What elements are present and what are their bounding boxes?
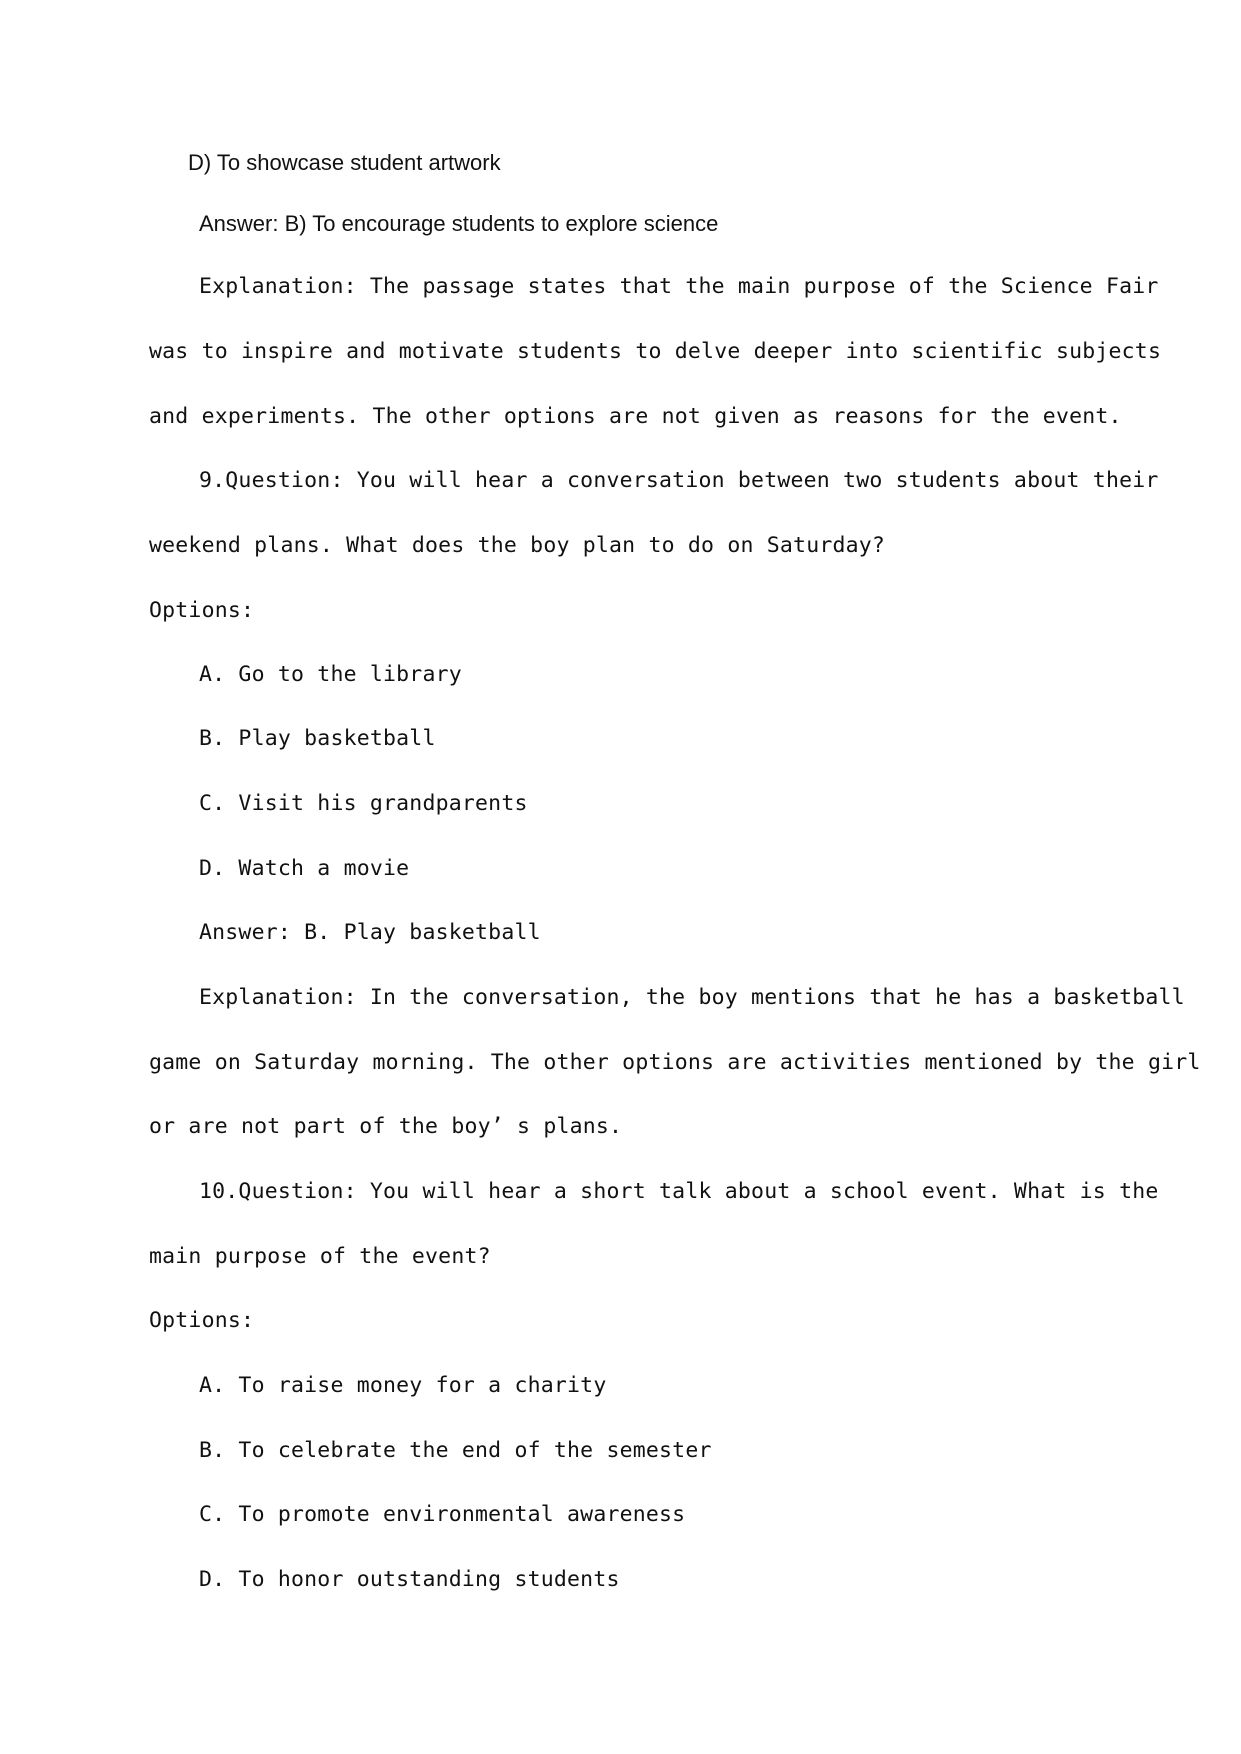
q8-option-d: D) To showcase student artwork <box>188 150 501 175</box>
q10-question-line-2: main purpose of the event? <box>149 1244 491 1269</box>
q9-question-line-2: weekend plans. What does the boy plan to do on Saturday? <box>149 533 886 558</box>
q9-option-a: A. Go to the library <box>199 662 462 687</box>
q9-option-c: C. Visit his grandparents <box>199 791 528 816</box>
q8-answer: Answer: B) To encourage students to explore science <box>199 211 719 236</box>
q9-answer: Answer: B. Play basketball <box>199 920 541 945</box>
q10-option-a: A. To raise money for a charity <box>199 1373 607 1398</box>
q9-option-d: D. Watch a movie <box>199 856 410 881</box>
q9-explanation-line-3: or are not part of the boy’ s plans. <box>149 1114 623 1139</box>
q9-options-label: Options: <box>149 598 255 623</box>
q10-option-c: C. To promote environmental awareness <box>199 1502 686 1527</box>
q8-explanation-line-1: Explanation: The passage states that the main purpose of the Science Fair <box>199 274 1159 299</box>
q9-explanation-line-1: Explanation: In the conversation, the boy mentions that he has a basketball <box>199 985 1185 1010</box>
q8-explanation-line-3: and experiments. The other options are not given as reasons for the event. <box>149 404 1122 429</box>
q10-options-label: Options: <box>149 1308 255 1333</box>
q10-option-b: B. To celebrate the end of the semester <box>199 1438 712 1463</box>
q9-explanation-line-2: game on Saturday morning. The other options are activities mentioned by the girl <box>149 1050 1201 1075</box>
q10-question-line-1: 10.Question: You will hear a short talk about a school event. What is the <box>199 1179 1159 1204</box>
q9-question-line-1: 9.Question: You will hear a conversation between two students about their <box>199 468 1159 493</box>
q8-explanation-line-2: was to inspire and motivate students to delve deeper into scientific subjects <box>149 339 1162 364</box>
q10-option-d: D. To honor outstanding students <box>199 1567 620 1592</box>
q9-option-b: B. Play basketball <box>199 726 436 751</box>
